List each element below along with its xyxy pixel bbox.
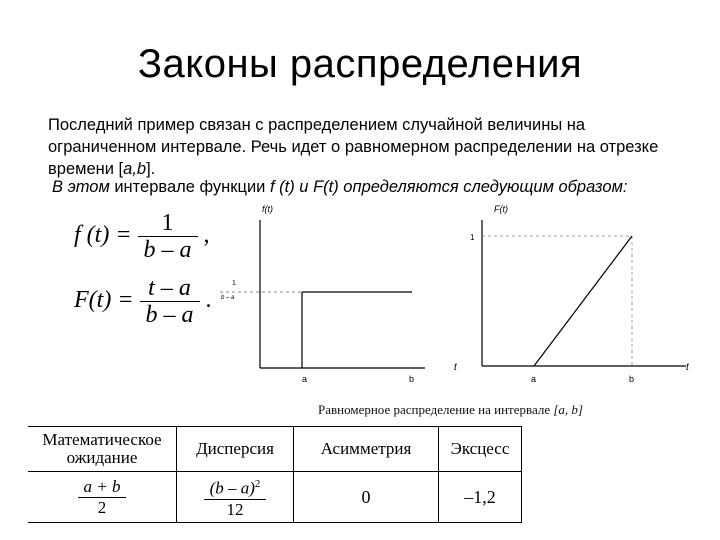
mean-denominator: 2	[97, 497, 107, 517]
cell-kurtosis: –1,2	[439, 472, 522, 523]
pdf-tail: ,	[203, 222, 210, 249]
caption-text: Равномерное распределение на интервале	[318, 402, 554, 417]
slide-title: Законы распределения	[137, 42, 583, 86]
definition-italic-2: f (t) и F(t) определяются следующим образом:	[269, 178, 628, 196]
mean-fraction	[78, 477, 127, 518]
cdf-xlabel-right: t	[686, 362, 689, 373]
cdf-lhs: F(t) =	[74, 287, 134, 314]
variance-numerator	[204, 474, 267, 500]
variance-fraction	[204, 474, 267, 520]
cdf-graph	[448, 198, 698, 398]
graph-caption	[318, 402, 583, 418]
pdf-numerator: 1	[138, 210, 198, 237]
intro-text: Последний пример связан с распределением случайной величины на ограниченном интервале. Речь идет о равномерном распределении на отрезке времени [	[48, 116, 659, 178]
table-header-row	[28, 427, 522, 472]
cdf-xlabel-left: t	[454, 362, 457, 373]
cdf-denominator: b – a	[145, 302, 194, 328]
pdf-ylabel: f(t)	[262, 204, 273, 214]
pdf-fraction	[138, 210, 198, 263]
header-variance: Дисперсия	[177, 427, 294, 472]
variance-denominator: 12	[226, 499, 244, 519]
header-kurtosis: Эксцесс	[439, 427, 522, 472]
caption-interval: [a, b]	[553, 402, 583, 417]
intro-interval: a,b	[123, 160, 147, 178]
pdf-tick-b: b	[409, 374, 415, 384]
definition-italic-1: В этом	[52, 178, 110, 196]
cdf-level-label: 1	[470, 233, 475, 242]
cell-variance	[177, 472, 294, 523]
definition-normal: интервале функции	[109, 178, 270, 196]
table-values-row	[28, 472, 522, 523]
cell-mean	[28, 472, 177, 523]
variance-exponent: 2	[254, 478, 261, 491]
cdf-ylabel: F(t)	[494, 204, 508, 214]
cdf-formula	[74, 275, 212, 328]
header-skewness: Асимметрия	[294, 427, 439, 472]
cdf-tick-a: a	[531, 374, 537, 384]
pdf-tick-a: a	[302, 374, 308, 384]
pdf-lhs: f (t) =	[74, 222, 132, 249]
cdf-tail: .	[205, 287, 212, 314]
pdf-formula	[74, 210, 210, 263]
pdf-level-den: b – a	[221, 295, 235, 301]
intro-paragraph	[48, 114, 688, 180]
cell-skewness: 0	[294, 472, 439, 523]
cdf-tick-b: b	[629, 374, 635, 384]
cdf-numerator: t – a	[140, 275, 200, 302]
header-mean: Математическое ожидание	[28, 427, 177, 472]
cdf-ramp	[534, 236, 632, 366]
pdf-level-num: 1	[232, 280, 236, 287]
stats-table	[28, 426, 522, 523]
intro-end: ].	[146, 160, 156, 178]
pdf-graph	[210, 198, 440, 398]
cdf-fraction	[140, 275, 200, 328]
mean-numerator: a + b	[78, 477, 127, 498]
definition-line	[52, 178, 712, 197]
variance-base: (b – a)	[209, 478, 255, 498]
pdf-denominator: b – a	[143, 237, 192, 263]
